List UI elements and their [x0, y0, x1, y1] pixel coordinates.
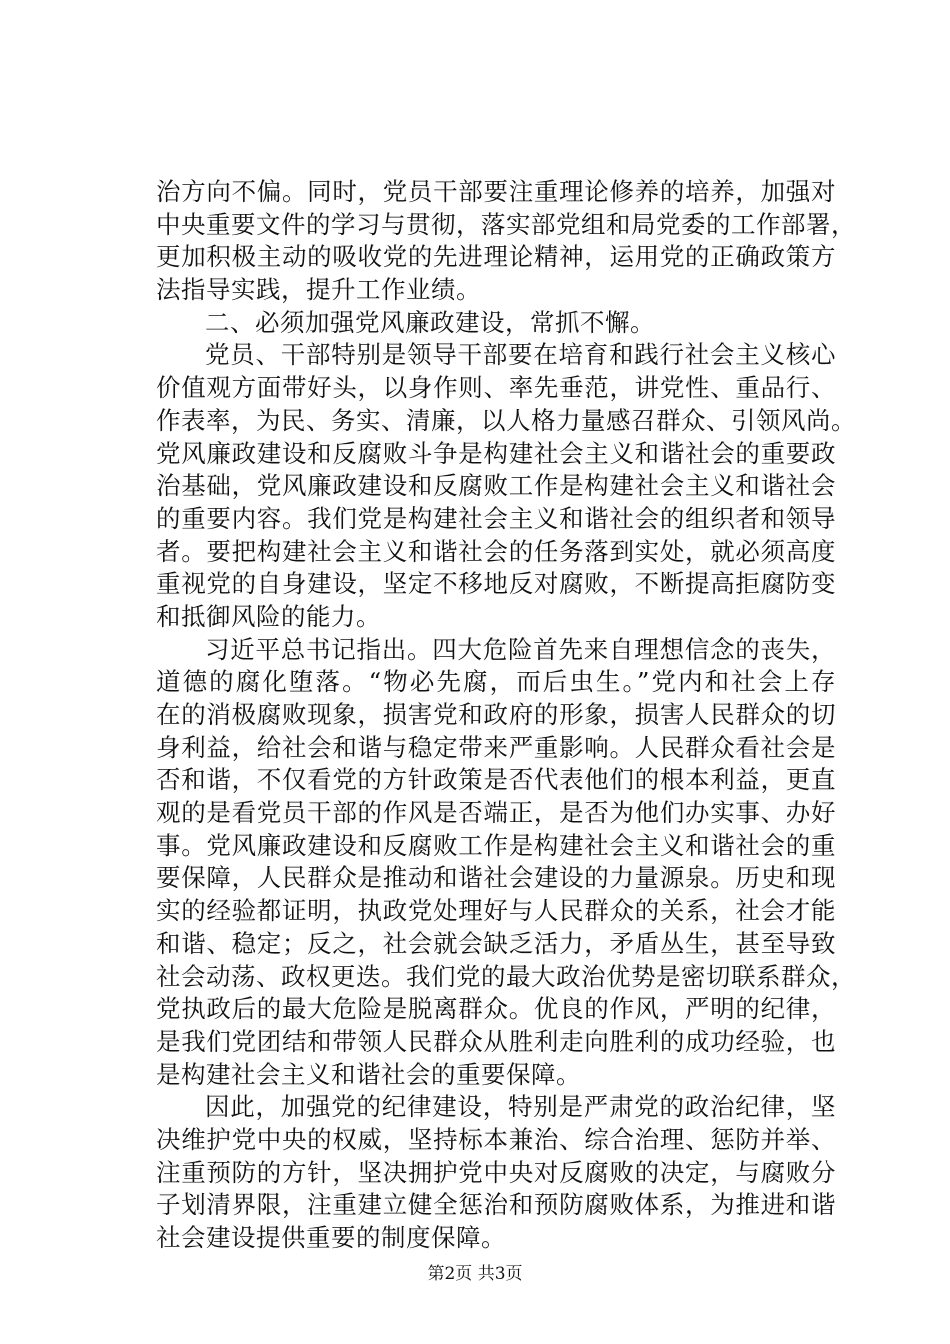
text-line: 因此，加强党的纪律建设，特别是严肃党的政治纪律，坚 — [205, 1092, 836, 1122]
text-line: 党风廉政建设和反腐败斗争是构建社会主义和谐社会的重要政 — [156, 438, 836, 468]
text-line: 价值观方面带好头，以身作则、率先垂范，讲党性、重品行、 — [156, 373, 836, 403]
text-line: 法指导实践，提升工作业绩。 — [156, 275, 481, 305]
text-line: 和抵御风险的能力。 — [156, 601, 381, 631]
text-line: 二、必须加强党风廉政建设，常抓不懈。 — [205, 307, 655, 337]
text-line: 作表率，为民、务实、清廉，以人格力量感召群众、引领风尚。 — [156, 405, 856, 435]
text-line: 要保障，人民群众是推动和谐社会建设的力量源泉。历史和现 — [156, 863, 836, 893]
page-number: 第2页 共3页 — [427, 1264, 523, 1284]
text-line: 子划清界限，注重建立健全惩治和预防腐败体系，为推进和谐 — [156, 1190, 836, 1220]
text-line: 注重预防的方针，坚决拥护党中央对反腐败的决定，与腐败分 — [156, 1157, 836, 1187]
text-line: 更加积极主动的吸收党的先进理论精神，运用党的正确政策方 — [156, 242, 836, 272]
text-line: 习近平总书记指出。四大危险首先来自理想信念的丧失， — [205, 634, 836, 664]
text-line: 道德的腐化堕落。“物必先腐，而后虫生。”党内和社会上存 — [156, 667, 836, 697]
text-line: 身利益，给社会和谐与稳定带来严重影响。人民群众看社会是 — [156, 732, 836, 762]
text-line: 社会动荡、政权更迭。我们党的最大政治优势是密切联系群众， — [156, 961, 856, 991]
text-line: 党执政后的最大危险是脱离群众。优良的作风，严明的纪律， — [156, 994, 836, 1024]
body-text — [156, 176, 856, 1255]
text-line: 观的是看党员干部的作风是否端正，是否为他们办实事、办好 — [156, 798, 836, 828]
text-line: 否和谐，不仅看党的方针政策是否代表他们的根本利益，更直 — [156, 765, 836, 795]
text-line: 者。要把构建社会主义和谐社会的任务落到实处，就必须高度 — [156, 536, 836, 566]
text-line: 中央重要文件的学习与贯彻，落实部党组和局党委的工作部署， — [156, 209, 856, 239]
text-line: 社会建设提供重要的制度保障。 — [156, 1223, 506, 1252]
text-line: 在的消极腐败现象，损害党和政府的形象，损害人民群众的切 — [156, 700, 836, 729]
text-line: 是我们党团结和带领人民群众从胜利走向胜利的成功经验，也 — [156, 1026, 836, 1056]
text-line: 事。党风廉政建设和反腐败工作是构建社会主义和谐社会的重 — [156, 830, 836, 860]
text-line: 的重要内容。我们党是构建社会主义和谐社会的组织者和领导 — [156, 503, 836, 533]
text-line: 重视党的自身建设，坚定不移地反对腐败，不断提高拒腐防变 — [156, 569, 836, 599]
text-line: 和谐、稳定；反之，社会就会缺乏活力，矛盾丛生，甚至导致 — [156, 928, 836, 958]
text-line: 决维护党中央的权威，坚持标本兼治、综合治理、惩防并举、 — [156, 1124, 836, 1154]
text-line: 治基础，党风廉政建设和反腐败工作是构建社会主义和谐社会 — [156, 471, 836, 501]
text-line: 党员、干部特别是领导干部要在培育和践行社会主义核心 — [205, 340, 836, 370]
text-line: 治方向不偏。同时，党员干部要注重理论修养的培养，加强对 — [156, 177, 836, 206]
text-line: 实的经验都证明，执政党处理好与人民群众的关系，社会才能 — [156, 896, 836, 926]
text-line: 是构建社会主义和谐社会的重要保障。 — [156, 1059, 581, 1089]
